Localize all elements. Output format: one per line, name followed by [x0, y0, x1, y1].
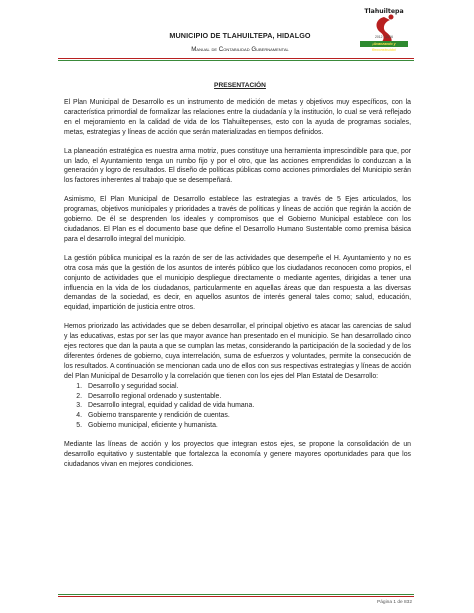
list-item	[64, 401, 411, 411]
page-number: Página 1 de 832	[377, 600, 412, 605]
logo-years-text: 2012 - 2016	[374, 35, 394, 39]
paragraph: Hemos priorizado las actividades que se deben desarrollar, el principal objetivo es atacar las carencias de salud y las educativas, estas por ser las que mayor avance han presentado en el municipio. Se han desarrollado cinco ejes rectores que dan la pauta a que se cumplan las metas, considerando la participación de la sociedad y de los diferentes órdenes de gobierno, cuya interrelación, suma de esfuerzos y voluntades, permite la consecución de los resultados. A continuación se mencionan cada uno de ellos con sus respectivas estrategias y líneas de acción del Plan Municipal de Desarrollo y la correlación que tienen con los ejes del Plan Estatal de Desarrollo:	[64, 323, 411, 380]
paragraph: Asimismo, El Plan Municipal de Desarrollo establece las estrategias a través de 5 Ejes articulados, los programas, objetivos municipales y prioridades a través de políticas y líneas de acción que regirán la acción de gobierno. De él se desprenden los ideales y compromisos que el Gobierno Municipal establece con los ciudadanos. El Plan es el documento base que define el Desarrollo Humano Sustentable como premisa básica para el desarrollo integral del municipio.	[64, 196, 411, 243]
municipality-title: MUNICIPIO DE TLAHUILTEPA, HIDALGO	[169, 31, 311, 40]
ejes-list	[64, 382, 411, 432]
list-item	[64, 382, 411, 392]
list-item-text: Desarrollo regional ordenado y sustentable.	[88, 392, 222, 400]
list-item-text: Gobierno municipal, eficiente y humanista.	[88, 422, 218, 430]
list-item-number: 4.	[76, 412, 82, 420]
list-item	[64, 421, 411, 431]
footer-divider-green	[58, 594, 414, 595]
list-item-text: Desarrollo integral, equidad y calidad de vida humana.	[88, 402, 255, 410]
paragraph: El Plan Municipal de Desarrollo es un instrumento de medición de metas y objetivos muy específicos, con la característica primordial de formalizar las relaciones entre la ciudadanía y la institución, lo cual se verá reflejado en el mejoramiento en la calidad de vida de los Tlahuiltepenses, esto con la ayuda de programas sociales, metas, estrategias y líneas de acción que serán materializadas en tiempos definidos.	[64, 99, 411, 136]
list-item	[64, 392, 411, 402]
list-item	[64, 411, 411, 421]
section-title: PRESENTACIÓN	[214, 82, 266, 89]
logo-name-text: Tlahuiltepa	[364, 8, 404, 15]
list-item-text: Gobierno transparente y rendición de cuentas.	[88, 412, 230, 420]
footer-divider-red	[58, 596, 414, 597]
closing-paragraph: Mediante las líneas de acción y los proyectos que integran estos ejes, se propone la consolidación de un desarrollo equitativo y sustentable que fortalezca la economía y genere mayores oportunidades para que los ciudadanos vivan en mejores condiciones.	[64, 441, 411, 468]
paragraph: La gestión pública municipal es la razón de ser de las actividades que desempeñe el H. Ayuntamiento y no es otra cosa más que la gestión de los asuntos de interés público que los ciudadanos reconocen como propios, el conjunto de actividades que el municipio despliegue directamente o mediante agentes, dirigidas a tener una influencia en la vida de los ciudadanos, particularmente en aquellas áreas que dan respuesta a las diversas demandas de la sociedad, es decir, en aquellos asuntos de interés general tales como; salud, educación, equidad, impartición de justicia entre otros.	[64, 254, 411, 312]
logo-slogan-band: ¡Avanzando y Reconstruido!	[360, 41, 408, 47]
document-body	[64, 98, 411, 479]
list-item-number: 2.	[76, 392, 82, 400]
list-item-number: 1.	[76, 382, 82, 390]
header-divider-red	[58, 58, 414, 59]
manual-subtitle: Manual de Contabilidad Gubernamental	[191, 46, 289, 53]
list-item-text: Desarrollo y seguridad social.	[88, 382, 179, 390]
list-item-number: 3.	[76, 402, 82, 410]
list-item-number: 5.	[76, 422, 82, 430]
paragraph: La planeación estratégica es nuestra arma motriz, pues constituye una herramienta imprescindible para que, por un lado, el Ayuntamiento tenga un rumbo fijo y por el otro, que las acciones emprendidas lo conduzcan a la generación y logro de resultados. El diseño de políticas públicas como acciones primordiales del Municipio serán los factores inherentes al trabajo que se desempeñará.	[64, 147, 411, 185]
page-header	[0, 0, 474, 70]
header-divider-green	[58, 60, 414, 61]
